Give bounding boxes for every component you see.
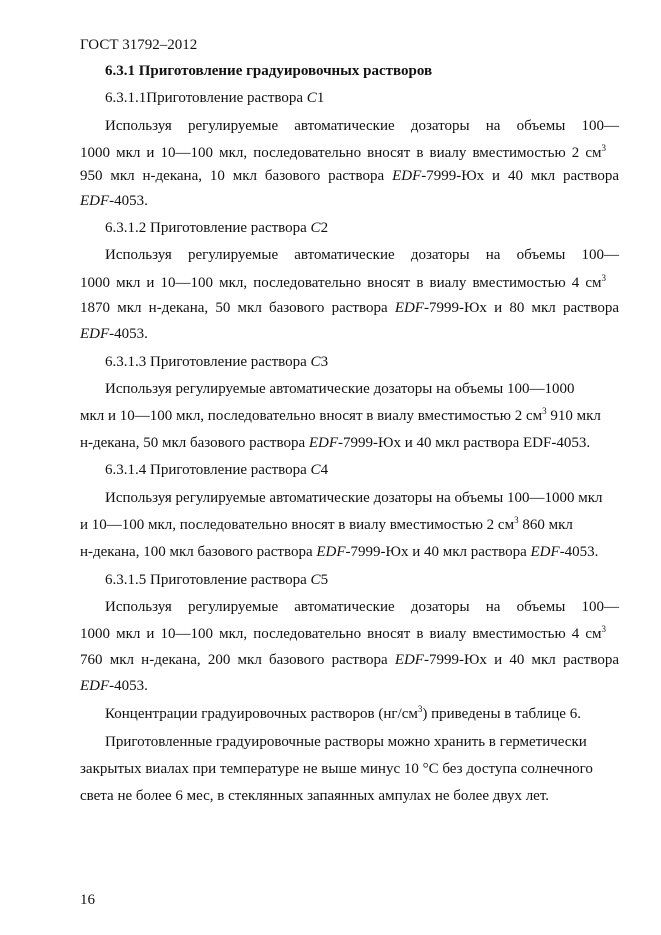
subsection-c1-title: 6.3.1.1Приготовление раствора C1 [105, 90, 325, 106]
subsection-c4-title: 6.3.1.4 Приготовление раствора C4 [105, 462, 329, 478]
c1-text-line-2: 1000 мкл и 10—100 мкл, последовательно вносят в виалу вместимостью 2 $см^3$ [80, 143, 606, 161]
subsection-c2-title: 6.3.1.2 Приготовление раствора C2 [105, 220, 329, 236]
c5-text-line-3: 760 мкл н-декана, 200 мкл базового раствора EDF-7999-Юх и 40 мкл раствора [80, 652, 620, 668]
c4-text-line-2: и 10—100 мкл, последовательно вносят в виалу вместимостью 2 $см^3$ 860 мкл [80, 515, 573, 533]
c2-text-line-3: 1870 мкл н-декана, 50 мкл базового раствора EDF-7999-Юх и 80 мкл раствора [80, 300, 620, 316]
c4-text-line-1: Используя регулируемые автоматические дозаторы на объемы 100—1000 мкл [105, 490, 603, 506]
section-heading: 6.3.1 Приготовление градуировочных растворов [105, 63, 433, 79]
c2-text-line-2: 1000 мкл и 10—100 мкл, последовательно вносят в виалу вместимостью 4 $см^3$ [80, 273, 606, 291]
storage-line-3: света не более 6 мес, в стеклянных запаянных ампулах не более двух лет. [80, 788, 550, 804]
c5-text-line-4: EDF-4053. [80, 678, 148, 694]
c3-text-line-1: Используя регулируемые автоматические дозаторы на объемы 100—1000 [105, 381, 575, 397]
c3-text-line-3: н-декана, 50 мкл базового раствора EDF-7999-Юх и 40 мкл раствора EDF-4053. [80, 435, 591, 451]
c1-text-line-1: Используя регулируемые автоматические дозаторы на объемы 100— [105, 118, 619, 134]
c1-text-line-4: EDF-4053. [80, 193, 148, 209]
c2-text-line-4: EDF-4053. [80, 326, 148, 342]
subsection-c3-title: 6.3.1.3 Приготовление раствора C3 [105, 354, 329, 370]
standard-header: ГОСТ 31792–2012 [80, 37, 198, 53]
c5-text-line-2: 1000 мкл и 10—100 мкл, последовательно вносят в виалу вместимостью 4 $см^3$ [80, 624, 606, 642]
c1-text-line-3: 950 мкл н-декана, 10 мкл базового раствора EDF-7999-Юх и 40 мкл раствора [80, 168, 619, 184]
c2-text-line-1: Используя регулируемые автоматические дозаторы на объемы 100— [105, 247, 619, 263]
concentrations-note: Концентрации градуировочных растворов $(нг/см^3)$ приведены в таблице 6. [105, 704, 581, 722]
page-number: 16 [80, 892, 95, 908]
c3-text-line-2: мкл и 10—100 мкл, последовательно вносят в виалу вместимостью 2 $см^3$ 910 мкл [80, 406, 601, 424]
subsection-c5-title: 6.3.1.5 Приготовление раствора C5 [105, 572, 329, 588]
storage-line-2: закрытых виалах при температуре не выше минус 10 °С без доступа солнечного [80, 761, 593, 777]
storage-line-1: Приготовленные градуировочные растворы можно хранить в герметически [105, 734, 587, 750]
c4-text-line-3: н-декана, 100 мкл базового раствора EDF-7999-Юх и 40 мкл раствора EDF-4053. [80, 544, 599, 560]
c5-text-line-1: Используя регулируемые автоматические дозаторы на объемы 100— [105, 599, 619, 615]
